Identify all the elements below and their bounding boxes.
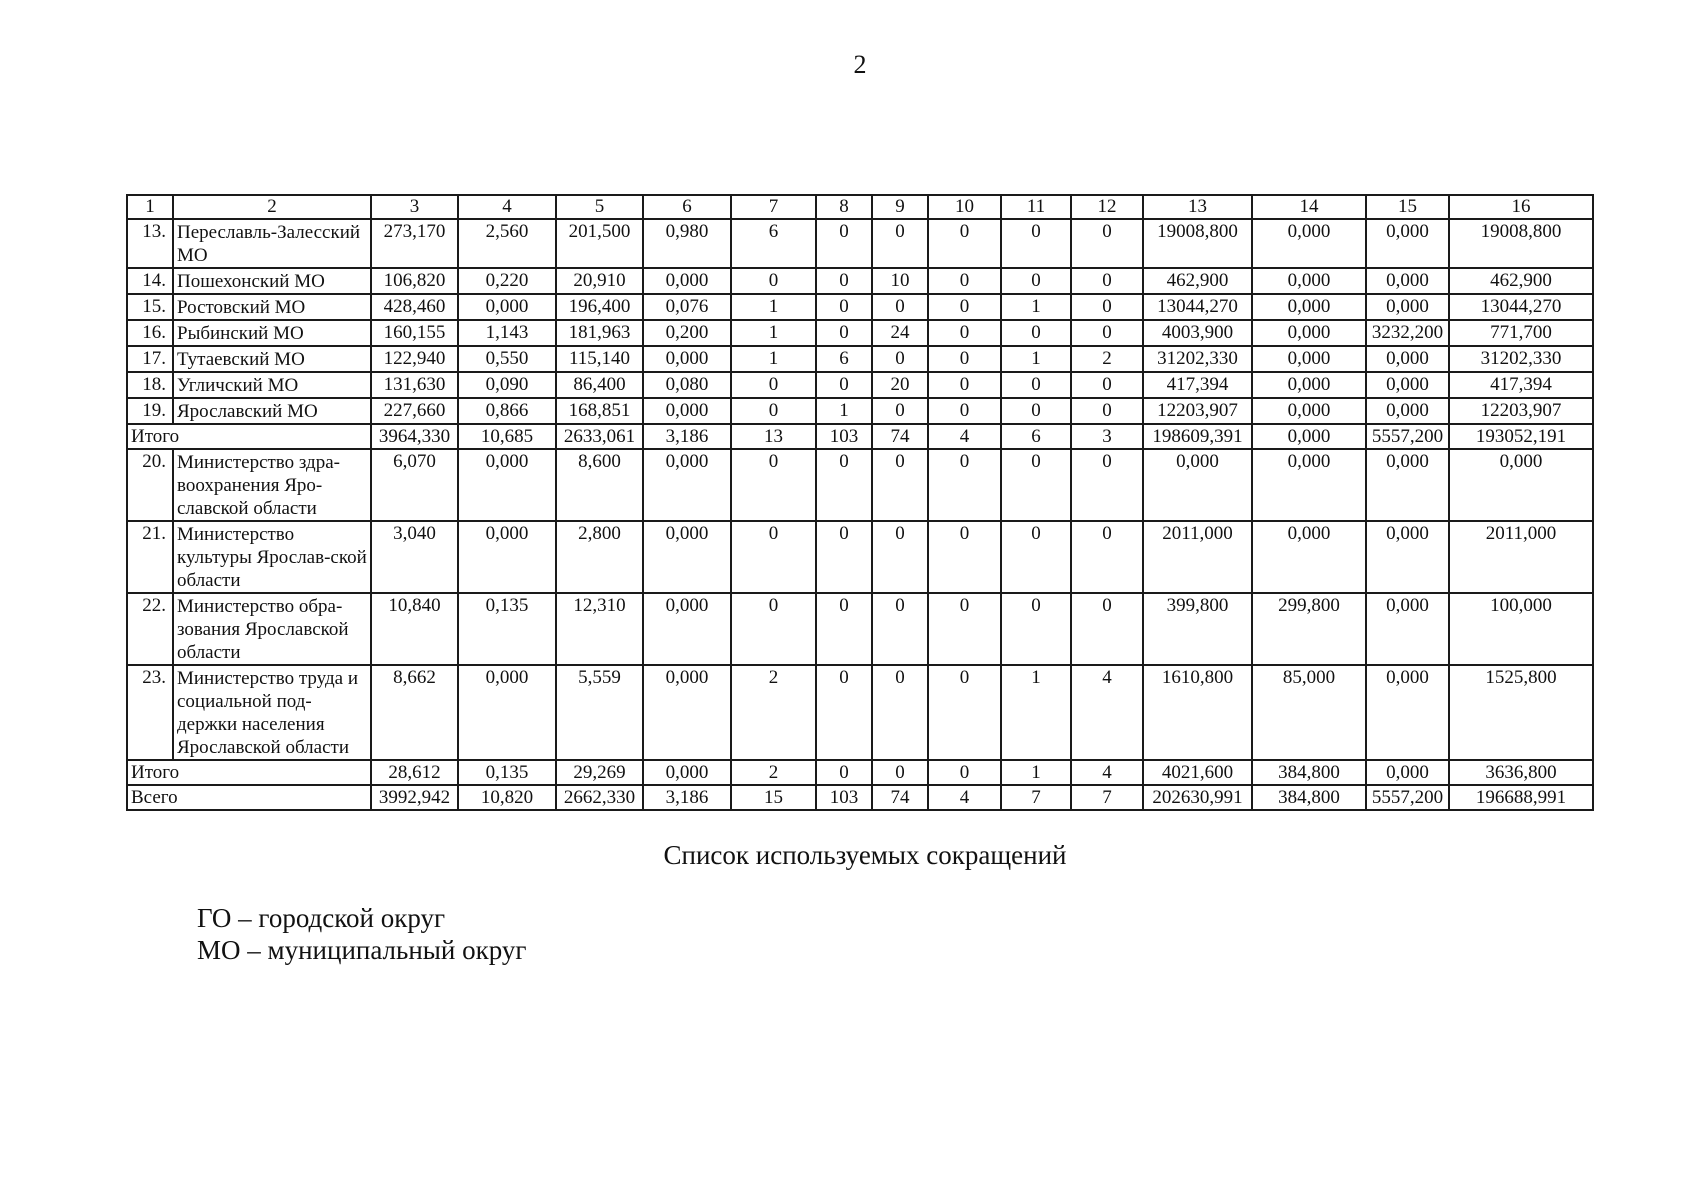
table-row xyxy=(127,521,1593,593)
value-cell: 0 xyxy=(1071,268,1143,294)
value-cell: 0 xyxy=(731,372,816,398)
value-cell: 299,800 xyxy=(1252,593,1366,665)
value-cell: 122,940 xyxy=(371,346,458,372)
value-cell: 0 xyxy=(731,521,816,593)
value-cell: 0,000 xyxy=(1366,346,1449,372)
value-cell: 28,612 xyxy=(371,760,458,785)
value-cell: 417,394 xyxy=(1143,372,1252,398)
value-cell: 106,820 xyxy=(371,268,458,294)
value-cell: 0 xyxy=(1071,449,1143,521)
value-cell: 0,000 xyxy=(643,398,731,424)
row-name: Тутаевский МО xyxy=(173,346,371,372)
value-cell: 6,070 xyxy=(371,449,458,521)
value-cell: 1 xyxy=(731,320,816,346)
value-cell: 0 xyxy=(731,268,816,294)
value-cell: 0 xyxy=(928,219,1001,268)
value-cell: 7 xyxy=(1071,785,1143,810)
value-cell: 0,000 xyxy=(1366,372,1449,398)
value-cell: 0 xyxy=(1001,521,1071,593)
value-cell: 0,000 xyxy=(1366,521,1449,593)
value-cell: 6 xyxy=(731,219,816,268)
value-cell: 0 xyxy=(928,665,1001,760)
column-number-4: 4 xyxy=(458,195,556,219)
row-number: 15. xyxy=(127,294,173,320)
value-cell: 0 xyxy=(928,294,1001,320)
value-cell: 6 xyxy=(1001,424,1071,449)
value-cell: 0 xyxy=(1071,593,1143,665)
value-cell: 19008,800 xyxy=(1143,219,1252,268)
value-cell: 0 xyxy=(816,449,872,521)
value-cell: 4003,900 xyxy=(1143,320,1252,346)
value-cell: 0 xyxy=(872,593,928,665)
value-cell: 0 xyxy=(1071,521,1143,593)
value-cell: 13 xyxy=(731,424,816,449)
value-cell: 2,800 xyxy=(556,521,643,593)
value-cell: 7 xyxy=(1001,785,1071,810)
value-cell: 0,000 xyxy=(643,449,731,521)
column-number-6: 6 xyxy=(643,195,731,219)
value-cell: 4 xyxy=(1071,760,1143,785)
value-cell: 0,000 xyxy=(1366,219,1449,268)
value-cell: 3,186 xyxy=(643,424,731,449)
value-cell: 0 xyxy=(816,521,872,593)
value-cell: 181,963 xyxy=(556,320,643,346)
value-cell: 2011,000 xyxy=(1143,521,1252,593)
row-number: 16. xyxy=(127,320,173,346)
value-cell: 399,800 xyxy=(1143,593,1252,665)
value-cell: 12203,907 xyxy=(1449,398,1593,424)
abbreviations-list xyxy=(197,902,526,966)
value-cell: 0,000 xyxy=(1252,268,1366,294)
value-cell: 5557,200 xyxy=(1366,424,1449,449)
row-number: 20. xyxy=(127,449,173,521)
value-cell: 8,662 xyxy=(371,665,458,760)
value-cell: 273,170 xyxy=(371,219,458,268)
row-name: Ярославский МО xyxy=(173,398,371,424)
value-cell: 6 xyxy=(816,346,872,372)
table-row xyxy=(127,449,1593,521)
value-cell: 0 xyxy=(1071,398,1143,424)
value-cell: 0,000 xyxy=(458,294,556,320)
value-cell: 160,155 xyxy=(371,320,458,346)
row-name: Пошехонский МО xyxy=(173,268,371,294)
value-cell: 74 xyxy=(872,424,928,449)
value-cell: 5557,200 xyxy=(1366,785,1449,810)
value-cell: 0,000 xyxy=(1252,398,1366,424)
value-cell: 0,000 xyxy=(1366,665,1449,760)
row-number: 22. xyxy=(127,593,173,665)
abbreviation-go: ГО – городской округ xyxy=(197,903,446,933)
table-header-row xyxy=(127,195,1593,219)
data-table xyxy=(126,194,1594,811)
value-cell: 0,000 xyxy=(1449,449,1593,521)
column-number-3: 3 xyxy=(371,195,458,219)
value-cell: 0 xyxy=(731,593,816,665)
value-cell: 0,000 xyxy=(458,449,556,521)
value-cell: 1 xyxy=(1001,294,1071,320)
value-cell: 0 xyxy=(1071,372,1143,398)
column-number-5: 5 xyxy=(556,195,643,219)
value-cell: 86,400 xyxy=(556,372,643,398)
value-cell: 0 xyxy=(816,760,872,785)
value-cell: 0,000 xyxy=(1366,760,1449,785)
value-cell: 3232,200 xyxy=(1366,320,1449,346)
value-cell: 1 xyxy=(731,346,816,372)
value-cell: 0,000 xyxy=(643,593,731,665)
value-cell: 384,800 xyxy=(1252,760,1366,785)
value-cell: 1,143 xyxy=(458,320,556,346)
column-number-8: 8 xyxy=(816,195,872,219)
value-cell: 0 xyxy=(928,372,1001,398)
value-cell: 0,000 xyxy=(1252,521,1366,593)
value-cell: 384,800 xyxy=(1252,785,1366,810)
value-cell: 0 xyxy=(872,449,928,521)
value-cell: 0 xyxy=(1001,320,1071,346)
value-cell: 10,840 xyxy=(371,593,458,665)
table-row xyxy=(127,665,1593,760)
value-cell: 3992,942 xyxy=(371,785,458,810)
table-row xyxy=(127,320,1593,346)
value-cell: 0,550 xyxy=(458,346,556,372)
value-cell: 0 xyxy=(872,760,928,785)
value-cell: 29,269 xyxy=(556,760,643,785)
table-row xyxy=(127,294,1593,320)
value-cell: 0 xyxy=(928,398,1001,424)
value-cell: 4 xyxy=(928,424,1001,449)
column-number-9: 9 xyxy=(872,195,928,219)
value-cell: 10 xyxy=(872,268,928,294)
abbreviations-title: Список используемых сокращений xyxy=(663,840,1067,870)
column-number-15: 15 xyxy=(1366,195,1449,219)
row-name: Рыбинский МО xyxy=(173,320,371,346)
value-cell: 428,460 xyxy=(371,294,458,320)
value-cell: 24 xyxy=(872,320,928,346)
value-cell: 0 xyxy=(1001,372,1071,398)
row-name: Министерство здра-воохранения Яро-славской области xyxy=(173,449,371,521)
value-cell: 0 xyxy=(872,521,928,593)
value-cell: 0,000 xyxy=(1366,268,1449,294)
value-cell: 131,630 xyxy=(371,372,458,398)
value-cell: 1 xyxy=(731,294,816,320)
value-cell: 196,400 xyxy=(556,294,643,320)
value-cell: 0 xyxy=(872,346,928,372)
value-cell: 0,000 xyxy=(643,760,731,785)
column-number-13: 13 xyxy=(1143,195,1252,219)
value-cell: 0,000 xyxy=(1252,346,1366,372)
value-cell: 10,820 xyxy=(458,785,556,810)
value-cell: 0,135 xyxy=(458,593,556,665)
value-cell: 0,220 xyxy=(458,268,556,294)
value-cell: 0 xyxy=(1071,219,1143,268)
table-row xyxy=(127,593,1593,665)
value-cell: 0 xyxy=(731,449,816,521)
value-cell: 0 xyxy=(731,398,816,424)
row-name: Министерство обра-зования Ярославской области xyxy=(173,593,371,665)
value-cell: 0,090 xyxy=(458,372,556,398)
value-cell: 19008,800 xyxy=(1449,219,1593,268)
value-cell: 193052,191 xyxy=(1449,424,1593,449)
value-cell: 0 xyxy=(1001,449,1071,521)
value-cell: 0 xyxy=(816,268,872,294)
value-cell: 2633,061 xyxy=(556,424,643,449)
value-cell: 2 xyxy=(1071,346,1143,372)
value-cell: 0 xyxy=(928,449,1001,521)
column-number-11: 11 xyxy=(1001,195,1071,219)
row-label: Всего xyxy=(127,785,371,810)
value-cell: 0,000 xyxy=(1252,294,1366,320)
value-cell: 3,186 xyxy=(643,785,731,810)
value-cell: 0 xyxy=(816,665,872,760)
value-cell: 0,000 xyxy=(643,268,731,294)
value-cell: 0 xyxy=(1001,268,1071,294)
value-cell: 2 xyxy=(731,760,816,785)
value-cell: 202630,991 xyxy=(1143,785,1252,810)
value-cell: 1 xyxy=(1001,346,1071,372)
value-cell: 0,000 xyxy=(643,665,731,760)
value-cell: 20,910 xyxy=(556,268,643,294)
value-cell: 0 xyxy=(872,665,928,760)
value-cell: 4 xyxy=(928,785,1001,810)
value-cell: 417,394 xyxy=(1449,372,1593,398)
value-cell: 15 xyxy=(731,785,816,810)
value-cell: 0 xyxy=(816,320,872,346)
value-cell: 31202,330 xyxy=(1449,346,1593,372)
value-cell: 0,000 xyxy=(458,521,556,593)
value-cell: 198609,391 xyxy=(1143,424,1252,449)
value-cell: 196688,991 xyxy=(1449,785,1593,810)
value-cell: 2011,000 xyxy=(1449,521,1593,593)
value-cell: 12,310 xyxy=(556,593,643,665)
row-number: 18. xyxy=(127,372,173,398)
value-cell: 0 xyxy=(1001,593,1071,665)
value-cell: 13044,270 xyxy=(1143,294,1252,320)
column-number-7: 7 xyxy=(731,195,816,219)
value-cell: 103 xyxy=(816,424,872,449)
value-cell: 0,135 xyxy=(458,760,556,785)
column-number-14: 14 xyxy=(1252,195,1366,219)
value-cell: 0 xyxy=(1001,398,1071,424)
column-number-12: 12 xyxy=(1071,195,1143,219)
value-cell: 0,000 xyxy=(1252,424,1366,449)
value-cell: 0 xyxy=(928,346,1001,372)
row-label: Итого xyxy=(127,760,371,785)
value-cell: 20 xyxy=(872,372,928,398)
abbreviation-mo: МО – муниципальный округ xyxy=(197,935,527,965)
table-total-row xyxy=(127,785,1593,810)
value-cell: 115,140 xyxy=(556,346,643,372)
value-cell: 103 xyxy=(816,785,872,810)
value-cell: 10,685 xyxy=(458,424,556,449)
value-cell: 0 xyxy=(928,521,1001,593)
value-cell: 1525,800 xyxy=(1449,665,1593,760)
row-number: 19. xyxy=(127,398,173,424)
row-number: 21. xyxy=(127,521,173,593)
value-cell: 0,000 xyxy=(643,346,731,372)
value-cell: 0,000 xyxy=(458,665,556,760)
value-cell: 0,076 xyxy=(643,294,731,320)
value-cell: 0 xyxy=(928,593,1001,665)
value-cell: 3 xyxy=(1071,424,1143,449)
column-number-16: 16 xyxy=(1449,195,1593,219)
value-cell: 0 xyxy=(872,294,928,320)
value-cell: 0 xyxy=(816,372,872,398)
value-cell: 0,000 xyxy=(1252,372,1366,398)
value-cell: 13044,270 xyxy=(1449,294,1593,320)
value-cell: 0 xyxy=(872,219,928,268)
row-number: 14. xyxy=(127,268,173,294)
value-cell: 0,000 xyxy=(1366,593,1449,665)
value-cell: 227,660 xyxy=(371,398,458,424)
value-cell: 462,900 xyxy=(1449,268,1593,294)
value-cell: 0,000 xyxy=(1252,449,1366,521)
row-name: Министерство культуры Ярослав-ской области xyxy=(173,521,371,593)
row-number: 17. xyxy=(127,346,173,372)
value-cell: 0,200 xyxy=(643,320,731,346)
value-cell: 3,040 xyxy=(371,521,458,593)
value-cell: 0,000 xyxy=(1366,294,1449,320)
value-cell: 8,600 xyxy=(556,449,643,521)
value-cell: 31202,330 xyxy=(1143,346,1252,372)
row-number: 23. xyxy=(127,665,173,760)
value-cell: 462,900 xyxy=(1143,268,1252,294)
value-cell: 2 xyxy=(731,665,816,760)
value-cell: 0 xyxy=(816,593,872,665)
table-row xyxy=(127,268,1593,294)
value-cell: 5,559 xyxy=(556,665,643,760)
value-cell: 4 xyxy=(1071,665,1143,760)
row-name: Ростовский МО xyxy=(173,294,371,320)
value-cell: 1610,800 xyxy=(1143,665,1252,760)
value-cell: 74 xyxy=(872,785,928,810)
table-row xyxy=(127,398,1593,424)
table-row xyxy=(127,372,1593,398)
value-cell: 100,000 xyxy=(1449,593,1593,665)
value-cell: 0 xyxy=(816,294,872,320)
value-cell: 0,000 xyxy=(1252,320,1366,346)
value-cell: 1 xyxy=(816,398,872,424)
value-cell: 1 xyxy=(1001,665,1071,760)
value-cell: 0,000 xyxy=(1366,449,1449,521)
value-cell: 0,000 xyxy=(1366,398,1449,424)
value-cell: 2662,330 xyxy=(556,785,643,810)
table-row xyxy=(127,346,1593,372)
value-cell: 0,980 xyxy=(643,219,731,268)
value-cell: 12203,907 xyxy=(1143,398,1252,424)
value-cell: 0 xyxy=(1071,294,1143,320)
value-cell: 2,560 xyxy=(458,219,556,268)
value-cell: 771,700 xyxy=(1449,320,1593,346)
value-cell: 4021,600 xyxy=(1143,760,1252,785)
value-cell: 0,000 xyxy=(1143,449,1252,521)
value-cell: 0,000 xyxy=(643,521,731,593)
value-cell: 0 xyxy=(928,760,1001,785)
column-number-10: 10 xyxy=(928,195,1001,219)
value-cell: 0,000 xyxy=(1252,219,1366,268)
value-cell: 201,500 xyxy=(556,219,643,268)
row-label: Итого xyxy=(127,424,371,449)
value-cell: 85,000 xyxy=(1252,665,1366,760)
value-cell: 0,080 xyxy=(643,372,731,398)
table-total-row xyxy=(127,760,1593,785)
value-cell: 0 xyxy=(1001,219,1071,268)
value-cell: 0 xyxy=(928,268,1001,294)
row-name: Угличский МО xyxy=(173,372,371,398)
value-cell: 0 xyxy=(928,320,1001,346)
value-cell: 3636,800 xyxy=(1449,760,1593,785)
column-number-2: 2 xyxy=(173,195,371,219)
row-name: Переславль-Залесский МО xyxy=(173,219,371,268)
value-cell: 168,851 xyxy=(556,398,643,424)
value-cell: 1 xyxy=(1001,760,1071,785)
table-row xyxy=(127,219,1593,268)
row-name: Министерство труда и социальной под-держки населения Ярославской области xyxy=(173,665,371,760)
value-cell: 3964,330 xyxy=(371,424,458,449)
table-total-row xyxy=(127,424,1593,449)
value-cell: 0 xyxy=(1071,320,1143,346)
value-cell: 0 xyxy=(872,398,928,424)
row-number: 13. xyxy=(127,219,173,268)
column-number-1: 1 xyxy=(127,195,173,219)
value-cell: 0 xyxy=(816,219,872,268)
value-cell: 0,866 xyxy=(458,398,556,424)
page-number: 2 xyxy=(853,50,867,79)
